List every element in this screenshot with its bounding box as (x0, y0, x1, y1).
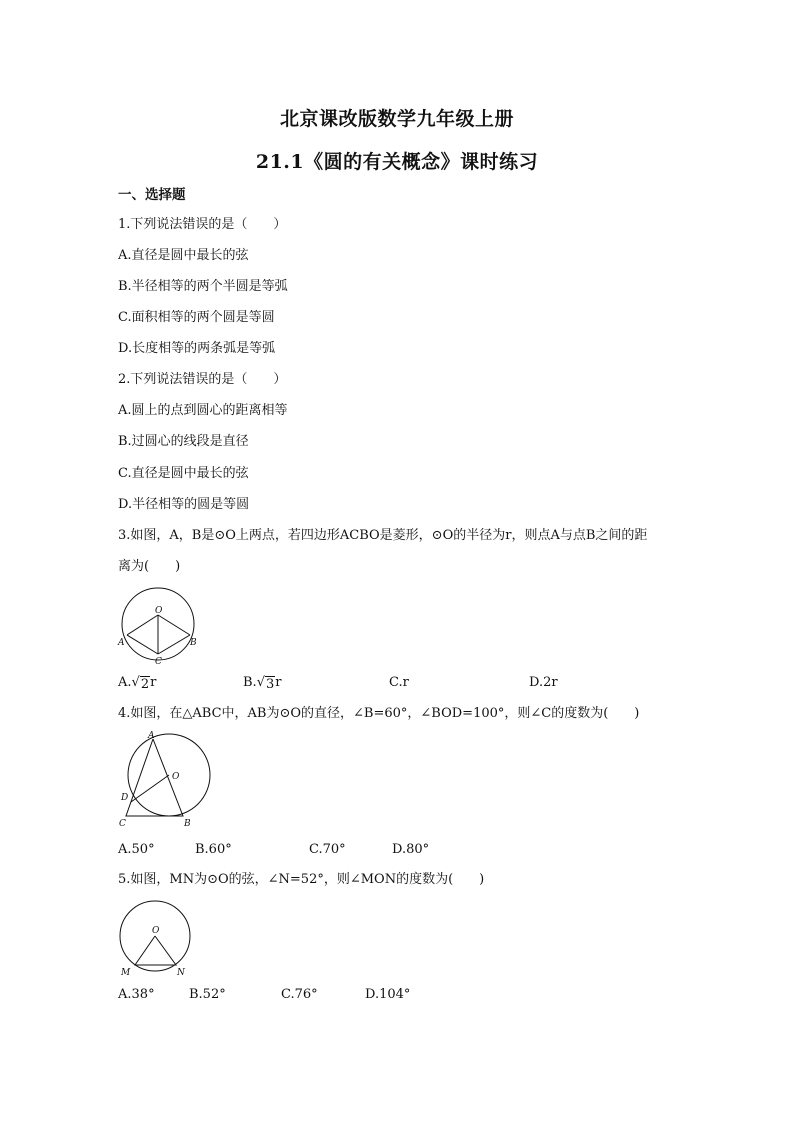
q3-option-a (118, 674, 156, 692)
q2-option-c: C.直径是圆中最长的弦 (118, 466, 249, 481)
q3-option-b-suffix: r (275, 675, 282, 690)
q4-option-b: B.60° (195, 842, 232, 857)
q4-label-c: C (119, 819, 126, 829)
q3-label-a: A (118, 638, 125, 648)
q5-label-n: N (177, 968, 185, 978)
sqrt-symbol: √ 3 (256, 675, 275, 692)
q4-option-c: C.70° (309, 842, 346, 857)
title-line-2: 21.1《圆的有关概念》课时练习 (255, 151, 539, 173)
q3-option-a-radicand: 2 (140, 677, 150, 692)
q1-option-b: B.半径相等的两个半圆是等弧 (118, 279, 288, 294)
q3-option-b-prefix: B. (243, 675, 257, 690)
q2-stem: 2.下列说法错误的是（ ） (118, 372, 287, 387)
title-line-1: 北京课改版数学九年级上册 (279, 108, 514, 130)
q2-option-b: B.过圆心的线段是直径 (118, 434, 249, 449)
q3-stem-line-2: 离为( ) (118, 559, 181, 574)
q1-option-c: C.面积相等的两个圆是等圆 (118, 310, 275, 325)
q3-label-b: B (190, 638, 197, 648)
q2-option-d: D.半径相等的圆是等圆 (118, 497, 250, 512)
q4-option-d: D.80° (392, 842, 430, 857)
q3-option-b (243, 674, 281, 692)
q3-option-a-prefix: A. (118, 675, 132, 690)
q4-option-a: A.50° (118, 842, 155, 857)
q5-option-d: D.104° (365, 987, 411, 1002)
q3-option-d: D.2r (529, 675, 558, 690)
q3-option-a-suffix: r (150, 675, 157, 690)
q4-label-a: A (148, 731, 155, 741)
q3-option-c: C.r (389, 675, 409, 690)
q4-label-b: B (184, 819, 191, 829)
q4-label-d: D (121, 793, 129, 803)
q5-option-b: B.52° (189, 987, 226, 1002)
q5-label-m: M (121, 968, 131, 978)
q1-option-a: A.直径是圆中最长的弦 (118, 248, 249, 263)
q3-stem-line-1: 3.如图，A，B是⊙O上两点，若四边形ACBO是菱形，⊙O的半径为r，则点A与点B之间的距 (118, 528, 648, 543)
q4-label-o: O (172, 772, 180, 782)
q3-label-c: C (155, 657, 162, 667)
q5-option-c: C.76° (281, 987, 318, 1002)
sqrt-symbol: √ 2 (131, 675, 150, 692)
q4-stem: 4.如图，在△ABC中，AB为⊙O的直径，∠B=60°，∠BOD=100°，则∠C的度数为( ) (118, 706, 640, 721)
q5-label-o: O (152, 926, 160, 936)
q3-figure-circle-rhombus (116, 582, 202, 668)
q2-option-a: A.圆上的点到圆心的距离相等 (118, 403, 288, 418)
q1-option-d: D.长度相等的两条弧是等弧 (118, 341, 276, 356)
q3-label-o: O (155, 606, 163, 616)
q4-figure-triangle-circle (114, 730, 214, 830)
q5-option-a: A.38° (118, 987, 155, 1002)
q5-figure-chord (115, 898, 195, 978)
q1-stem: 1.下列说法错误的是（ ） (118, 217, 287, 232)
q3-option-b-radicand: 3 (265, 677, 275, 692)
section-heading: 一、选择题 (118, 187, 186, 203)
q5-stem: 5.如图，MN为⊙O的弦，∠N=52°，则∠MON的度数为( ) (118, 872, 485, 887)
